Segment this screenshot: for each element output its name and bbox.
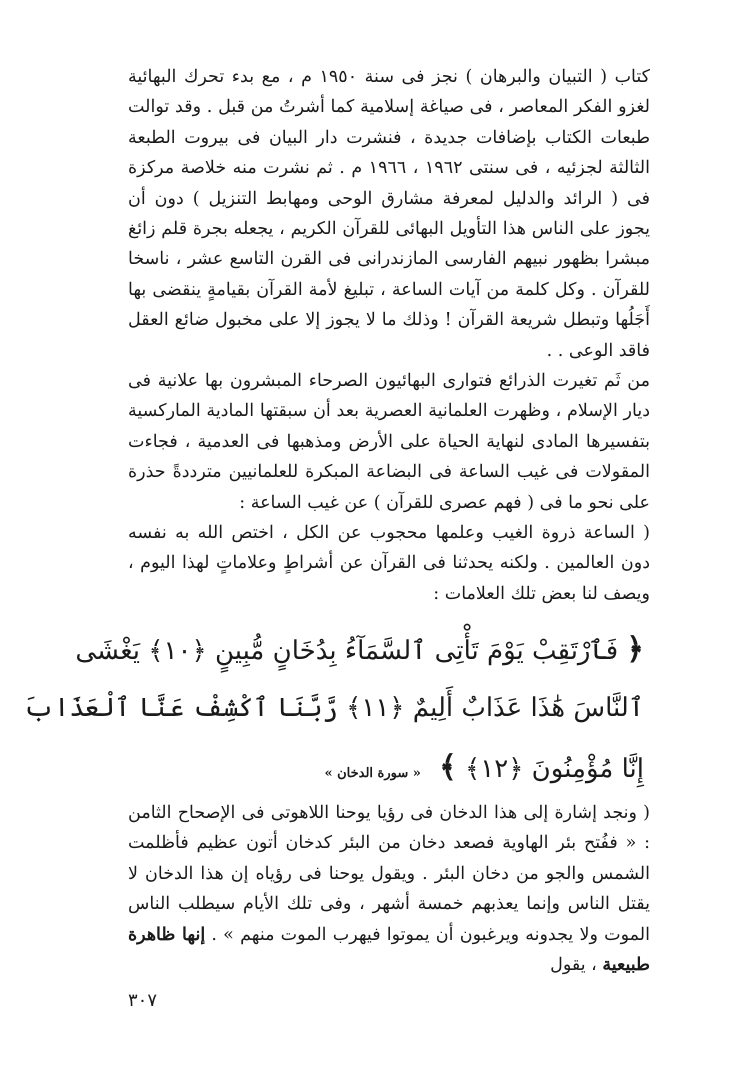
paragraph-quote-intro <box>128 518 650 609</box>
page-number: ٣٠٧ <box>128 990 158 1011</box>
paragraph-text-main: ( ونجد إشارة إلى هذا الدخان فى رؤيا يوحنا اللاهوتى فى الإصحاح الثامن : « ففُتح بئر الهاوية فصعد دخان من البئر كدخان أتون عظيم فأظلمت الشمس والجو من دخان البئر . ويقول يوحنا فى رؤياه إن هذا الدخان لا يقتل الناس وإنما يعذبهم خمسة أشهر ، وفى تلك الأيام سيطلب الناس الموت ولا يجدونه ويرغبون أن يموتوا فيهرب الموت منهم » . <box>128 803 650 945</box>
paragraph-text: كتاب ( التبيان والبرهان ) نجز فى سنة ١٩٥٠ م ، مع بدء تحرك البهائية لغزو الفكر المعاصر ، فى صياغة إسلامية كما أشرتُ من قبل . وقد توالت طبعات الكتاب بإضافات جديدة ، فنشرت دار البيان فى بيروت الطبعة الثالثة لجزئيه ، فى سنتى ١٩٦٢ ، ١٩٦٦ م . ثم نشرت منه خلاصة مركزة فى ( الرائد والدليل لمعرفة مشارق الوحى ومهابط التنزيل ) دون أن يجوز على الناس هذا التأويل البهائى للقرآن الكريم ، يجعله بجرة قلم زائغ مبشرا بظهور نبيهم الفارسى المازندرانى فى القرن التاسع عشر ، ناسخا للقرآن . وكل كلمة من آيات الساعة ، تبليغ لأمة القرآن بقيامةٍ ينقضى بها أَجَلُها وتبطل شريعة القرآن ! وذلك ما لا يجوز إلا على مخبول ضائع العقل فاقد الوعى . . <box>128 67 650 361</box>
quran-verse-line-3 <box>188 748 644 794</box>
verse-close-bracket: ﴾ <box>439 750 457 785</box>
paragraph-text: ( الساعة ذروة الغيب وعلمها محجوب عن الكل ، اختص الله به نفسه دون العالمين . ولكنه يحدثنا فى القرآن عن أشراطٍ وعلاماتٍ لهذا اليوم ، ويصف لنا بعض تلك العلامات : <box>128 523 650 604</box>
paragraph-text-bold: إنها ظاهرة طبيعية <box>128 924 650 976</box>
quran-verse-line-2 <box>23 688 644 728</box>
verse-text: فَٱرْتَقِبْ يَوْمَ تَأْتِى ٱلسَّمَآءُ بِدُخَانٍ مُّبِينٍ ﴿١٠﴾ يَغْشَى <box>75 636 619 666</box>
verse-text: ٱلنَّاسَ هَٰذَا عَذَابٌ أَلِيمٌ ﴿١١﴾ رَّبَّنَا ٱكْشِفْ عَنَّا ٱلْعَذَابَ <box>23 693 644 723</box>
verse-text: إِنَّا مُؤْمِنُونَ ﴿١٢﴾ <box>465 754 644 784</box>
verse-open-bracket: ﴿ <box>626 632 644 667</box>
paragraph-text: من ثَم تغيرت الذرائع فتوارى البهائيون الصرحاء المبشرون بها علانية فى ديار الإسلام ، وظهرت العلمانية العصرية بعد أن سبقتها المادية الماركسية بتفسيرها المادى لنهاية الحياة على الأرض ومذهبها فى العدمية ، فجاءت المقولات فى غيب الساعة فى البضاعة المبكرة للعلمانيين مترددةً حذرة على نحو ما فى ( فهم عصرى للقرآن ) عن غيب الساعة : <box>128 371 650 513</box>
paragraph-revelation <box>128 798 650 980</box>
surah-label: « سورة الدخان » <box>324 766 421 781</box>
paragraph-tibyan <box>128 62 650 366</box>
paragraph-secular <box>128 366 650 518</box>
quran-verse-line-1 <box>75 630 644 671</box>
paragraph-text-end: ، يقول <box>550 955 597 976</box>
paragraph-text <box>128 798 650 980</box>
